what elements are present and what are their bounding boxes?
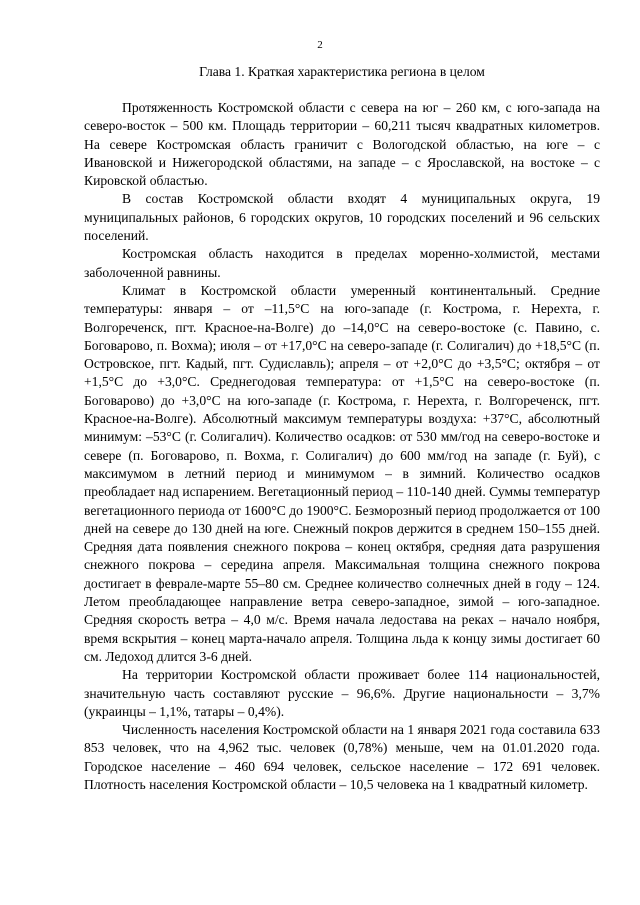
paragraph-extent-borders: Протяженность Костромской области с севера на юг – 260 км, с юго-запада на северо-восток – 500 км. Площадь территории – 60,211 тысяч квадратных километров. На севере Костромская область граничит с Вологодской областью, на юге – с Ивановской и Нижегородской областями, на западе – с Ярославской, на востоке – с Кировской областью. bbox=[84, 100, 600, 189]
page-number: 2 bbox=[317, 39, 323, 51]
chapter-title: Глава 1. Краткая характеристика региона в целом bbox=[199, 64, 485, 79]
body-text bbox=[84, 99, 600, 794]
paragraph-population: Численность населения Костромской области на 1 января 2021 года составила 633 853 человек, что на 4,962 тыс. человек (0,78%) меньше, чем на 01.01.2020 года. Городское население – 460 694 человек, сельское население – 172 691 человек. Плотность населения Костромской области – 10,5 человека на 1 квадратный километр. bbox=[84, 722, 601, 792]
paragraph-relief: Костромская область находится в пределах моренно-холмистой, местами заболоченной равнины. bbox=[84, 246, 600, 280]
paragraph-nationalities: На территории Костромской области проживает более 114 национальностей, значительную часть составляют русские – 96,6%. Другие национальности – 3,7% (украинцы – 1,1%, татары – 0,4%). bbox=[84, 667, 600, 719]
paragraph-climate: Климат в Костромской области умеренный континентальный. Средние температуры: января – от –11,5°С на юго-западе (г. Кострома, г. Нерехта, г. Волгореченск, пгт. Красное-на-Волге) до –14,0°С на северо-востоке (с. Павино, с. Боговарово, п. Вохма); июля – от +17,0°С на северо-западе (г. Солигалич) до +18,5°С (п. Островское, пгт. Кадый, пгт. Судиславль); апреля – от +2,0°С до +3,5°С; октября – от +1,5°С до +3,0°С. Среднегодовая температура: от +1,5°С на северо-востоке (п. Боговарово) до +3,0°С на юго-западе (г. Кострома, г. Нерехта, г. Волгореченск, пгт. Красное-на-Волге). Абсолютный максимум температуры воздуха: +37°С, абсолютный минимум: –53°С (г. Солигалич). Количество осадков: от 530 мм/год на северо-востоке и севере (п. Боговарово, п. Вохма, г. Солигалич) до 600 мм/год на западе (г. Буй), с максимумом в летний период и минимумом – в зимний. Количество осадков преобладает над испарением. Вегетационный период – 110-140 дней. Суммы температур вегетационного периода от 1600°С до 1900°С. Безморозный период продолжается от 100 дней на севере до 130 дней на юге. Снежный покров держится в среднем 150–155 дней. Средняя дата появления снежного покрова – конец октября, средняя дата разрушения снежного покрова – середина апреля. Максимальная толщина снежного покрова достигает в феврале-марте 55–80 см. Среднее количество солнечных дней в году – 124. Летом преобладающее направление ветра северо-западное, зимой – юго-западное. Средняя скорость ветра – 4,0 м/с. Время начала ледостава на реках – начало ноября, время вскрытия – конец марта-начало апреля. Толщина льда к концу зимы достигает 60 см. Ледоход длится 3-6 дней. bbox=[84, 282, 600, 664]
paragraph-municipal-structure: В состав Костромской области входят 4 муниципальных округа, 19 муниципальных районов, 6 городских округов, 10 городских поселений и 96 сельских поселений. bbox=[84, 191, 600, 244]
